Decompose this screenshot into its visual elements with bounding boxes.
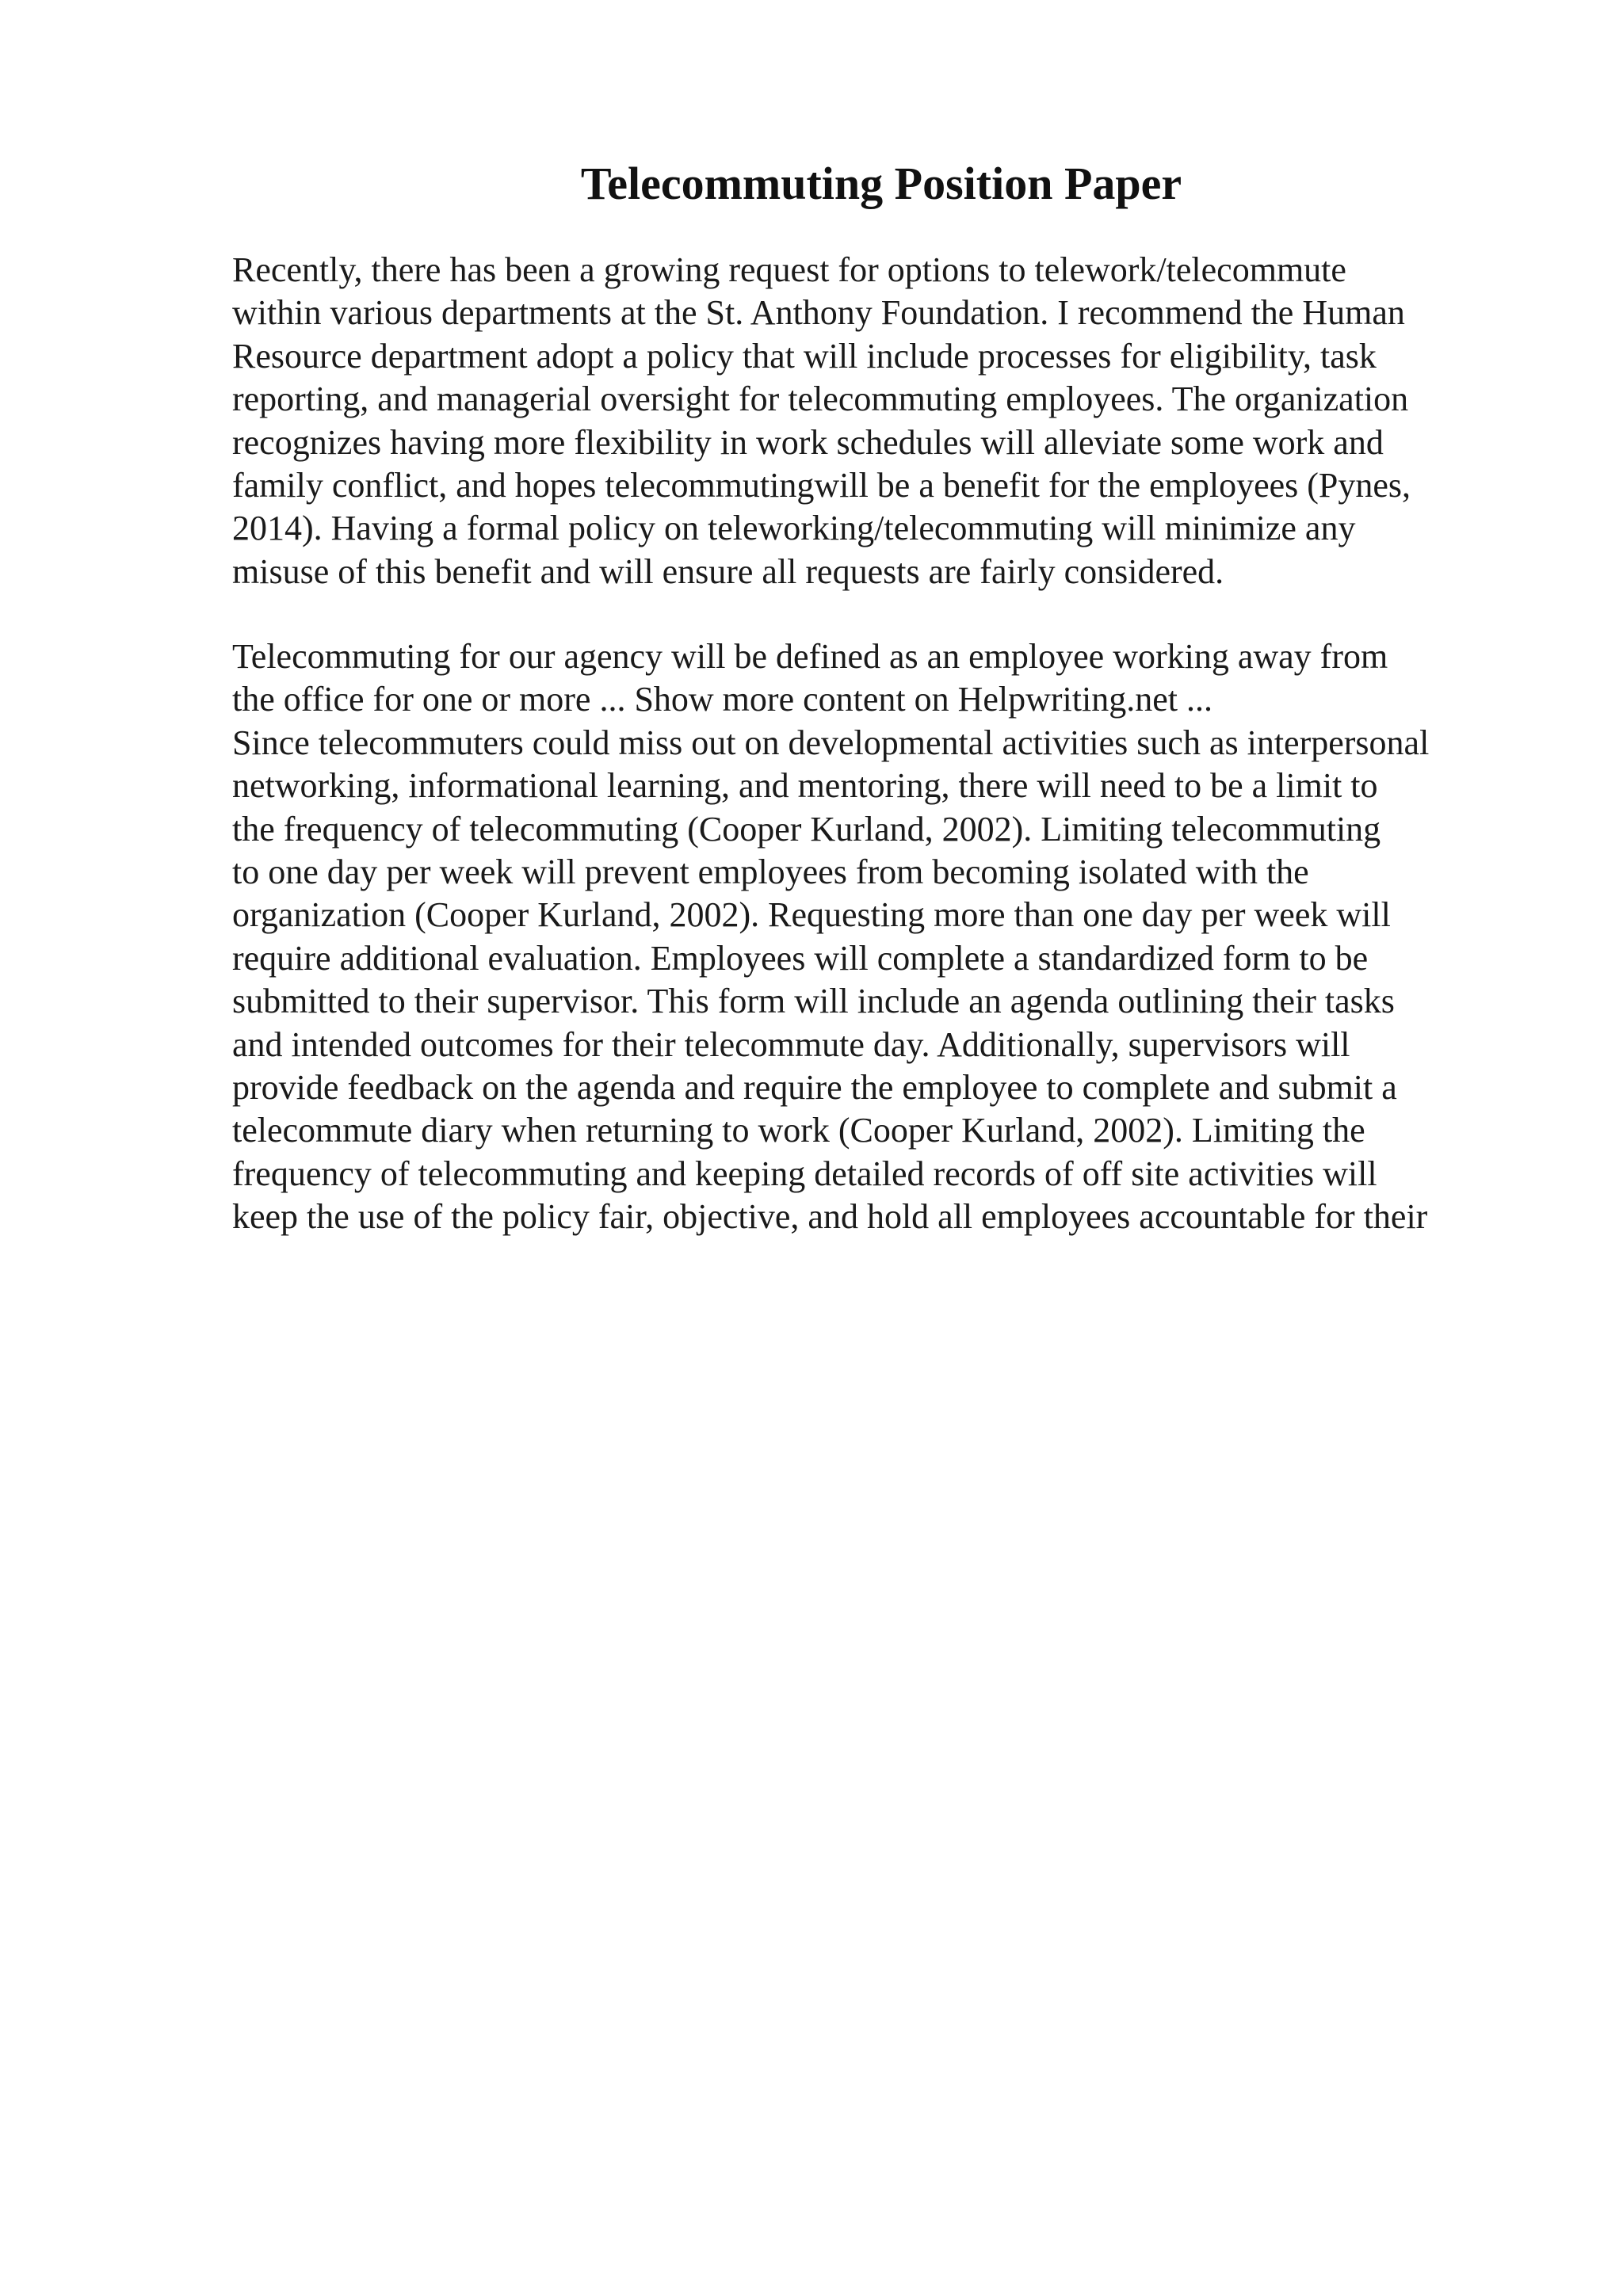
text-line: to one day per week will prevent employees from becoming isolated with the: [232, 852, 1309, 892]
text-line: Recently, there has been a growing request for options to telework/telecommute: [232, 250, 1346, 289]
page-title: Telecommuting Position Paper: [580, 158, 1182, 209]
text-line: organization (Cooper Kurland, 2002). Requesting more than one day per week will: [232, 895, 1391, 935]
text-line: Since telecommuters could miss out on developmental activities such as interpersonal: [232, 723, 1430, 762]
paragraph-intro: [232, 249, 1548, 593]
text-line: require additional evaluation. Employees will complete a standardized form to be: [232, 938, 1369, 978]
text-line: the office for one or more ... Show more content on Helpwriting.net ...: [232, 680, 1212, 719]
text-line: networking, informational learning, and mentoring, there will need to be a limit to: [232, 766, 1378, 806]
paragraph-definition: [232, 635, 1548, 1239]
text-line: 2014). Having a formal policy on teleworking/telecommuting will minimize any: [232, 509, 1356, 548]
text-line: provide feedback on the agenda and require the employee to complete and submit a: [232, 1068, 1397, 1108]
text-line: frequency of telecommuting and keeping detailed records of off site activities will: [232, 1154, 1377, 1193]
text-line: and intended outcomes for their telecommute day. Additionally, supervisors will: [232, 1024, 1350, 1064]
text-line: family conflict, and hopes telecommutingwill be a benefit for the employees (Pynes,: [232, 466, 1411, 505]
text-line: reporting, and managerial oversight for telecommuting employees. The organization: [232, 379, 1409, 419]
text-line: Resource department adopt a policy that will include processes for eligibility, task: [232, 336, 1377, 376]
text-line: Telecommuting for our agency will be defined as an employee working away from: [232, 637, 1388, 676]
text-line: within various departments at the St. Anthony Foundation. I recommend the Human: [232, 293, 1405, 333]
text-line: telecommute diary when returning to work (Cooper Kurland, 2002). Limiting the: [232, 1111, 1365, 1150]
text-line: keep the use of the policy fair, objective, and hold all employees accountable for their: [232, 1197, 1428, 1237]
text-line: submitted to their supervisor. This form will include an agenda outlining their tasks: [232, 982, 1395, 1021]
text-line: the frequency of telecommuting (Cooper Kurland, 2002). Limiting telecommuting: [232, 809, 1381, 849]
text-line: recognizes having more flexibility in work schedules will alleviate some work and: [232, 422, 1384, 462]
text-line: misuse of this benefit and will ensure all requests are fairly considered.: [232, 551, 1224, 591]
